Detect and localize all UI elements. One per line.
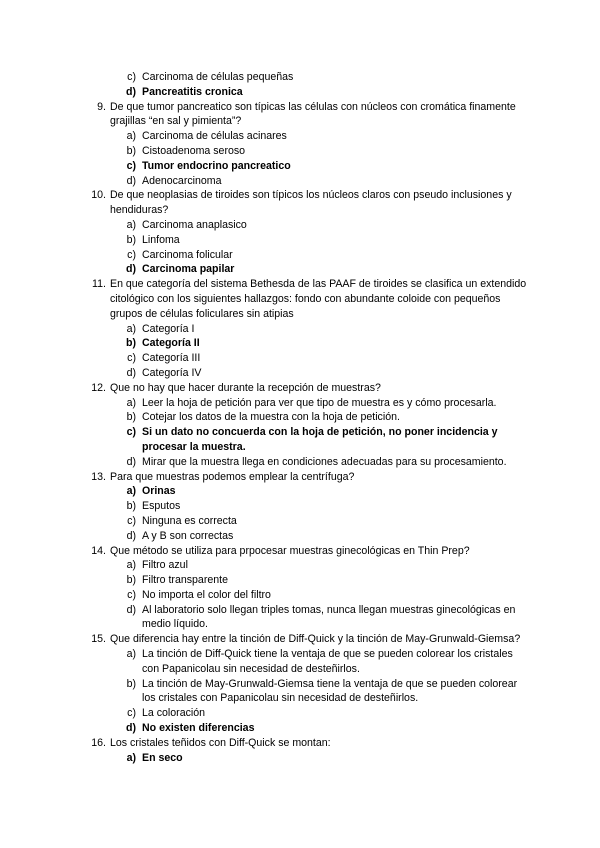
answer-option [0, 144, 600, 159]
option-text: En seco [142, 751, 183, 764]
question-text: De que tumor pancreatico son típicas las células con núcleos con cromática finamente grajillas “en sal y pimienta”? [110, 100, 516, 128]
answer-option [0, 174, 600, 189]
option-letter: c) [127, 352, 136, 365]
answer-option [0, 455, 600, 470]
option-letter: a) [126, 218, 136, 231]
option-letter: b) [126, 677, 136, 690]
answer-option [0, 677, 600, 707]
question-text: Que método se utiliza para prpocesar muestras ginecológicas en Thin Prep? [110, 544, 470, 557]
question-text: Que diferencia hay entre la tinción de Diff-Quick y la tinción de May-Grunwald-Giemsa? [110, 633, 521, 646]
answer-option-correct [0, 425, 600, 455]
option-text: Carcinoma de células pequeñas [142, 71, 294, 83]
answer-option [0, 70, 600, 85]
answer-option [0, 588, 600, 603]
option-text: Cistoadenoma seroso [142, 144, 246, 157]
answer-option-correct [0, 336, 600, 351]
option-letter: c) [127, 707, 136, 720]
option-text: Carcinoma papilar [142, 263, 235, 276]
question-item [0, 736, 600, 766]
option-text: Cotejar los datos de la muestra con la hoja de petición. [142, 411, 400, 424]
question-stem [0, 470, 600, 485]
question-number: 9. [97, 100, 106, 113]
answer-option [0, 499, 600, 514]
option-text: Linfoma [142, 233, 180, 246]
option-letter: a) [126, 130, 136, 143]
answer-option-correct [0, 721, 600, 736]
question-text: En que categoría del sistema Bethesda de las PAAF de tiroides se clasifica un extendido citológico con los siguientes hallazgos: fondo con abundante coloide con pequeños grupos de células foliculares sin atipias [110, 278, 527, 320]
option-text: Carcinoma folicular [142, 248, 233, 261]
question-item [0, 70, 600, 100]
answer-option [0, 573, 600, 588]
option-text: No existen diferencias [142, 722, 255, 735]
answer-option-correct [0, 85, 600, 100]
question-text: Para que muestras podemos emplear la centrífuga? [110, 470, 355, 483]
option-letter: a) [126, 559, 136, 572]
option-letter: b) [126, 337, 136, 350]
option-letter: d) [126, 85, 136, 98]
option-text: Leer la hoja de petición para ver que tipo de muestra es y cómo procesarla. [142, 396, 497, 409]
option-text: Tumor endocrino pancreatico [142, 159, 291, 172]
option-letter: c) [126, 159, 136, 172]
question-item [0, 544, 600, 633]
answer-option [0, 248, 600, 263]
option-text: Carcinoma de células acinares [142, 130, 287, 143]
question-item [0, 277, 600, 381]
answer-option-correct [0, 159, 600, 174]
option-text: Categoría III [142, 352, 201, 365]
option-text: Ninguna es correcta [142, 514, 237, 527]
answer-option [0, 233, 600, 248]
option-letter: a) [126, 322, 136, 335]
option-text: Pancreatitis cronica [142, 85, 243, 98]
answer-option-correct [0, 484, 600, 499]
option-letter: a) [126, 751, 136, 764]
question-number: 10. [91, 189, 106, 202]
option-text: Adenocarcinoma [142, 174, 222, 187]
answer-option [0, 529, 600, 544]
option-letter: b) [126, 144, 136, 157]
question-stem [0, 100, 600, 130]
option-text: Categoría IV [142, 366, 202, 379]
question-number: 15. [91, 633, 106, 646]
option-text: La coloración [142, 707, 206, 720]
option-letter: a) [126, 396, 136, 409]
option-text: Esputos [142, 500, 181, 513]
option-text: Categoría I [142, 322, 195, 335]
question-stem [0, 632, 600, 647]
question-item [0, 100, 600, 189]
question-list [0, 70, 600, 765]
answer-option [0, 706, 600, 721]
option-text: Orinas [142, 485, 176, 498]
option-letter: b) [126, 411, 136, 424]
option-text: No importa el color del filtro [142, 588, 271, 601]
option-letter: d) [126, 263, 136, 276]
question-text: Los cristales teñidos con Diff-Quick se montan: [110, 736, 331, 749]
option-letter: d) [126, 455, 136, 468]
question-stem [0, 381, 600, 396]
option-text: Al laboratorio solo llegan triples tomas, nunca llegan muestras ginecológicas en medio líquido. [142, 603, 516, 631]
option-letter: d) [126, 722, 136, 735]
question-number: 14. [91, 544, 106, 557]
answer-option [0, 129, 600, 144]
question-number: 13. [91, 470, 106, 483]
question-number: 12. [91, 381, 106, 394]
answer-option-correct [0, 262, 600, 277]
question-item [0, 470, 600, 544]
option-letter: d) [126, 529, 136, 542]
option-text: Carcinoma anaplasico [142, 218, 247, 231]
option-letter: b) [126, 500, 136, 513]
answer-option [0, 603, 600, 633]
answer-option [0, 410, 600, 425]
option-letter: c) [127, 71, 136, 83]
question-stem [0, 544, 600, 559]
answer-option [0, 647, 600, 677]
question-number: 11. [92, 278, 106, 291]
option-letter: d) [126, 603, 136, 616]
question-number: 16. [91, 736, 106, 749]
option-letter: d) [126, 366, 136, 379]
option-letter: b) [126, 574, 136, 587]
option-letter: d) [126, 174, 136, 187]
option-letter: c) [127, 248, 136, 261]
option-letter: a) [126, 485, 136, 498]
option-letter: c) [126, 426, 136, 439]
question-item [0, 188, 600, 277]
option-text: Si un dato no concuerda con la hoja de petición, no poner incidencia y procesar la muestra. [142, 426, 498, 453]
option-text: Filtro transparente [142, 574, 228, 587]
option-letter: c) [127, 514, 136, 527]
answer-option [0, 396, 600, 411]
answer-option [0, 558, 600, 573]
answer-option [0, 218, 600, 233]
option-text: A y B son correctas [142, 529, 234, 542]
question-text: Que no hay que hacer durante la recepción de muestras? [110, 381, 381, 394]
option-letter: b) [126, 233, 136, 246]
question-text: De que neoplasias de tiroides son típicos los núcleos claros con pseudo inclusiones y hendiduras? [110, 189, 512, 217]
option-text: Categoría II [142, 337, 200, 350]
question-stem [0, 736, 600, 751]
answer-option-correct [0, 751, 600, 766]
question-stem [0, 188, 600, 218]
option-letter: a) [126, 648, 136, 661]
answer-option [0, 514, 600, 529]
question-item [0, 381, 600, 470]
answer-option [0, 351, 600, 366]
option-text: La tinción de May-Grunwald-Giemsa tiene la ventaja de que se pueden colorear los cristales con Papanicolau sin necesidad de desteñirlos. [142, 677, 518, 705]
option-text: Filtro azul [142, 559, 188, 572]
option-text: La tinción de Diff-Quick tiene la ventaja de que se pueden colorear los cristales con Papanicolau sin necesidad de desteñirlos. [142, 648, 513, 675]
answer-option [0, 366, 600, 381]
question-stem [0, 277, 600, 321]
option-letter: c) [127, 588, 136, 601]
question-item [0, 632, 600, 736]
option-text: Mirar que la muestra llega en condiciones adecuadas para su procesamiento. [142, 455, 507, 468]
answer-option [0, 322, 600, 337]
